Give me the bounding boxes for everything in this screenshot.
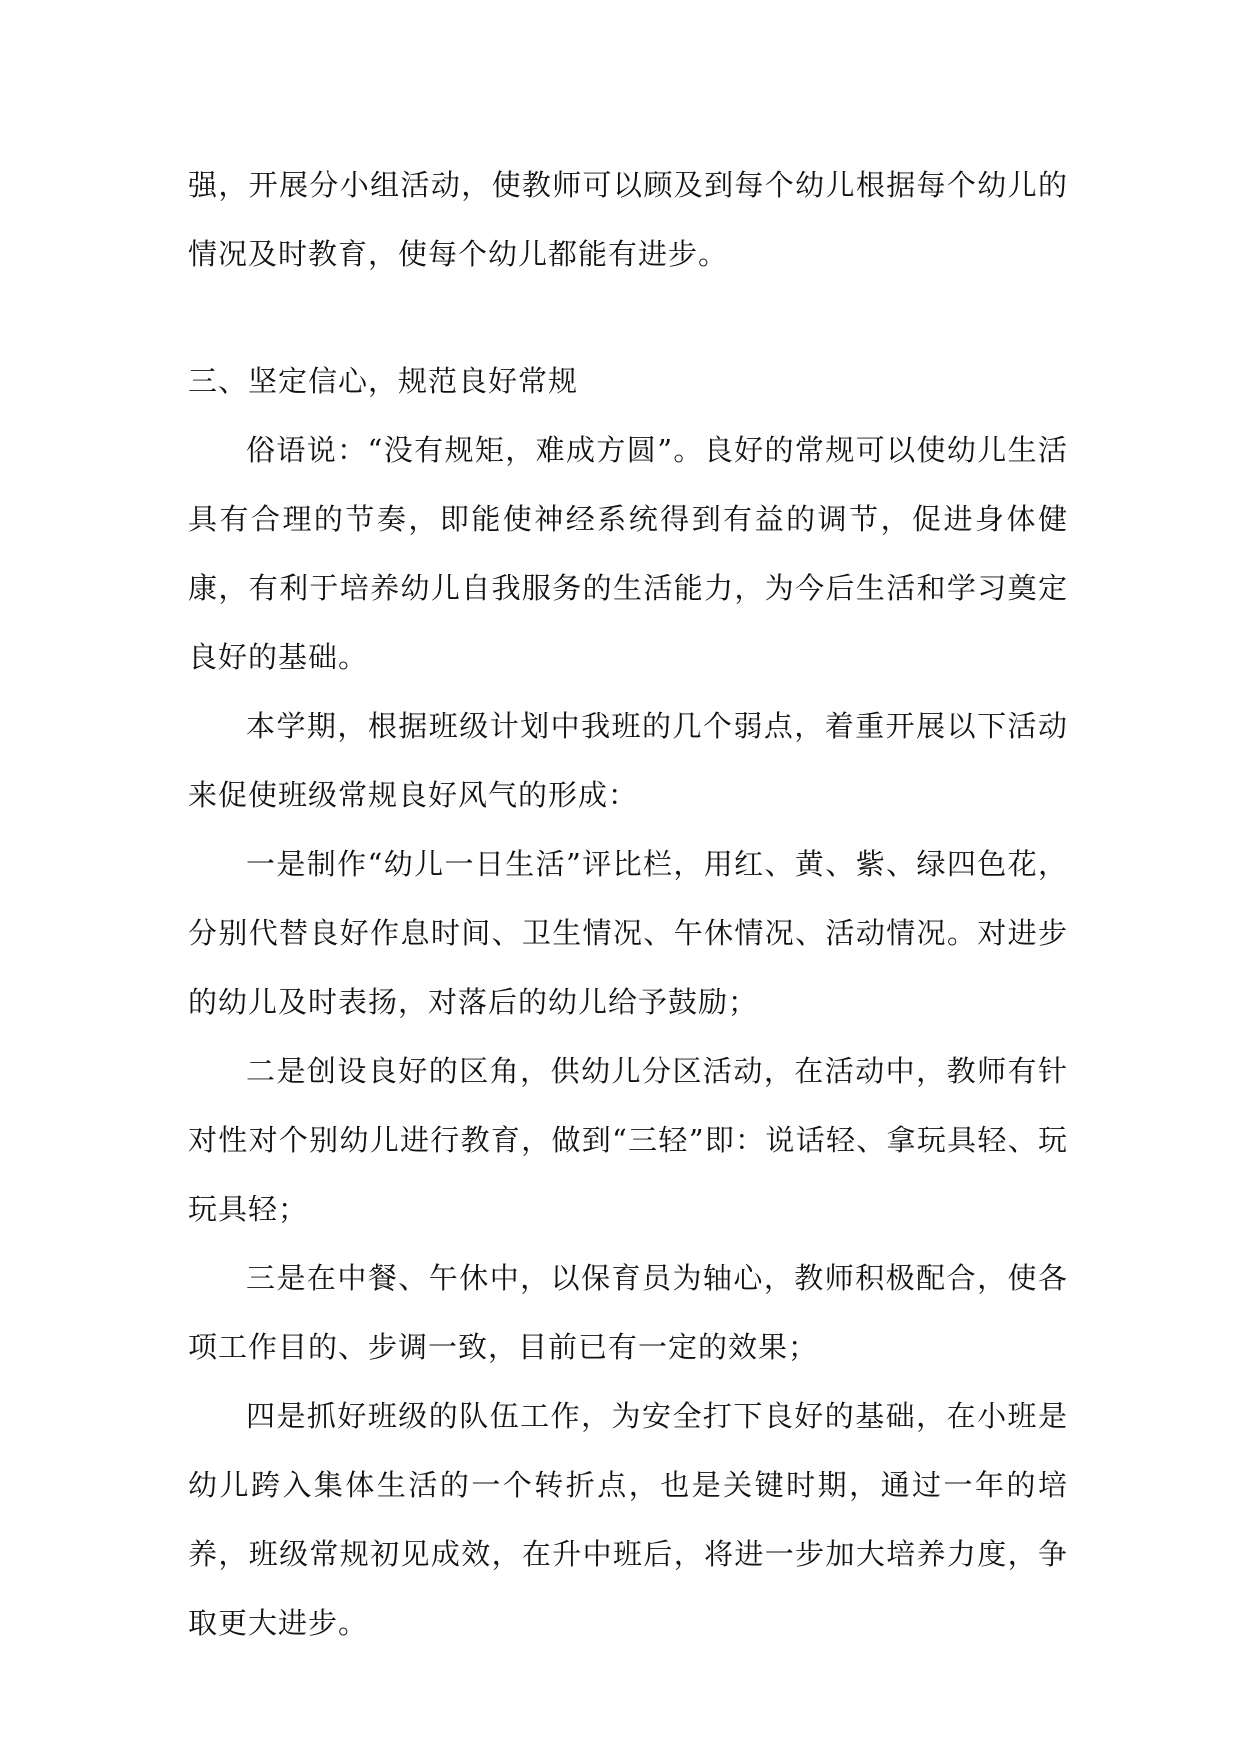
paragraph-item-two: 二是创设良好的区角，供幼儿分区活动，在活动中，教师有针对性对个别幼儿进行教育，做到“三轻”即：说话轻、拿玩具轻、玩玩具轻； (188, 1054, 1068, 1226)
paragraph-semester-plan: 本学期，根据班级计划中我班的几个弱点，着重开展以下活动来促使班级常规良好风气的形成： (188, 709, 1068, 812)
paragraph-proverb: 俗语说：“没有规矩，难成方圆”。良好的常规可以使幼儿生活具有合理的节奏，即能使神经系统得到有益的调节，促进身体健康，有利于培养幼儿自我服务的生活能力，为今后生活和学习奠定良好的基础。 (188, 433, 1068, 674)
section-block (188, 347, 1068, 1658)
paragraph-item-one: 一是制作“幼儿一日生活”评比栏，用红、黄、紫、绿四色花，分别代替良好作息时间、卫生情况、午休情况、活动情况。对进步的幼儿及时表扬，对落后的幼儿给予鼓励； (188, 847, 1068, 1019)
intro-paragraph: 强，开展分小组活动，使教师可以顾及到每个幼儿根据每个幼儿的情况及时教育，使每个幼儿都能有进步。 (188, 168, 1068, 271)
paragraph-item-three: 三是在中餐、午休中，以保育员为轴心，教师积极配合，使各项工作目的、步调一致，目前已有一定的效果； (188, 1261, 1068, 1364)
intro-block (188, 151, 1068, 289)
section-heading: 三、坚定信心，规范良好常规 (188, 364, 579, 398)
paragraph-item-four: 四是抓好班级的队伍工作，为安全打下良好的基础，在小班是幼儿跨入集体生活的一个转折点，也是关键时期，通过一年的培养，班级常规初见成效，在升中班后，将进一步加大培养力度，争取更大进步。 (188, 1399, 1068, 1640)
